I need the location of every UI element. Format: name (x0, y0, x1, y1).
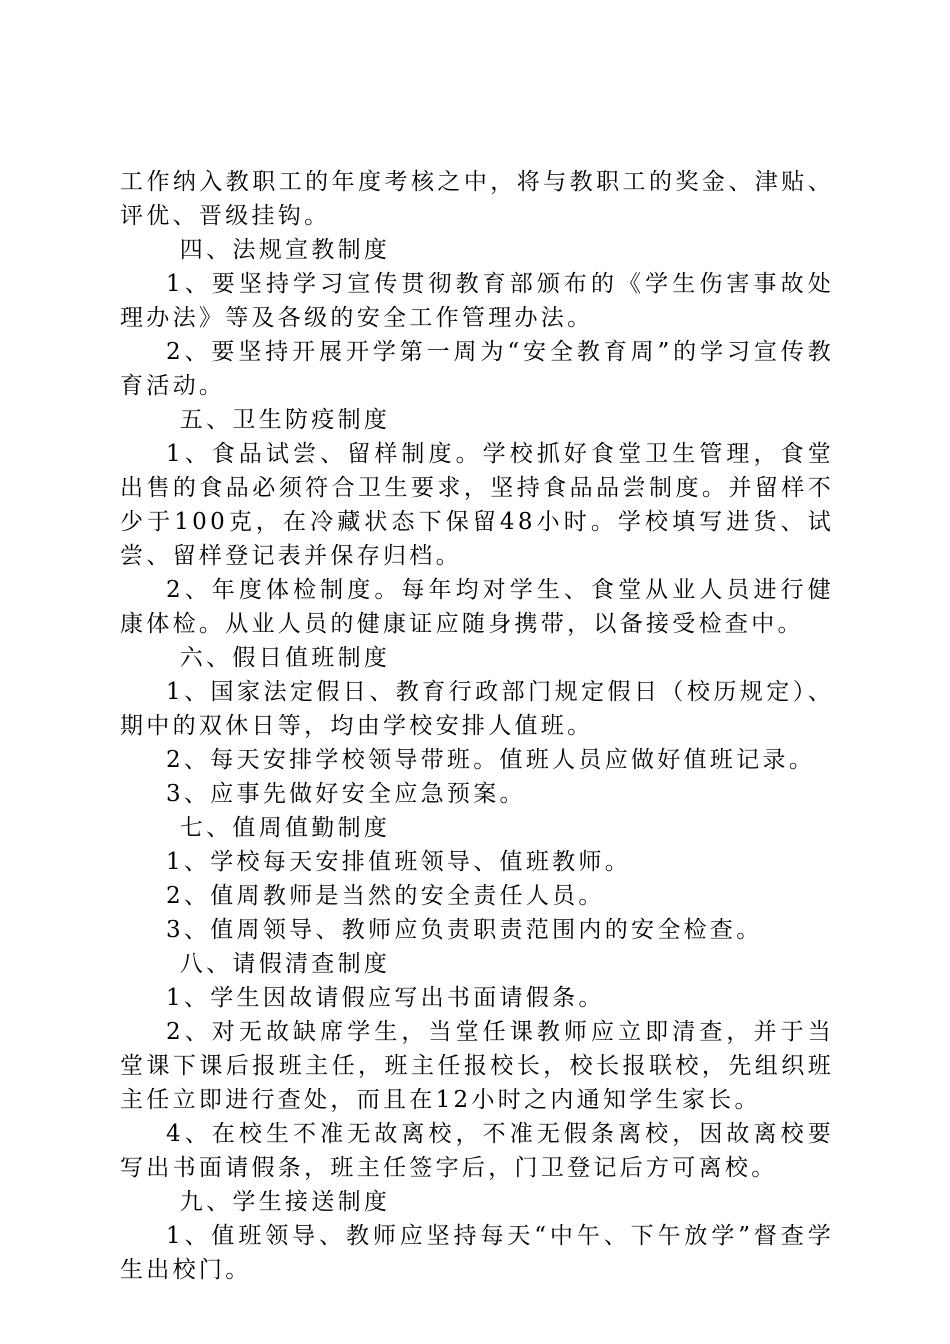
list-item: 2、要坚持开展开学第一周为“安全教育周”的学习宣传教育活动。 (120, 339, 834, 399)
section-heading-8: 八、请假清查制度 (179, 951, 391, 977)
section-heading-7: 七、值周值勤制度 (179, 815, 391, 841)
list-item: 1、食品试尝、留样制度。学校抓好食堂卫生管理，食堂出售的食品必须符合卫生要求，坚持食品品尝制度。并留样不少于100克，在冷藏状态下保留48小时。学校填写进货、试尝、留样登记表并保存归档。 (120, 441, 834, 569)
list-item: 1、国家法定假日、教育行政部门规定假日（校历规定）、期中的双休日等，均由学校安排人值班。 (120, 679, 834, 739)
list-item: 2、年度体检制度。每年均对学生、食堂从业人员进行健康体检。从业人员的健康证应随身携带，以备接受检查中。 (120, 577, 834, 637)
body-paragraph: 工作纳入教职工的年度考核之中，将与教职工的奖金、津贴、评优、晋级挂钩。 (120, 169, 834, 229)
list-item: 1、值班领导、教师应坚持每天“中午、下午放学”督查学生出校门。 (120, 1223, 834, 1283)
list-item: 2、每天安排学校领导带班。值班人员应做好值班记录。 (166, 747, 816, 773)
section-heading-4: 四、法规宣教制度 (179, 237, 391, 263)
list-item: 1、学生因故请假应写出书面请假条。 (166, 985, 605, 1011)
section-heading-5: 五、卫生防疫制度 (179, 407, 391, 433)
list-item: 4、在校生不准无故离校，不准无假条离校，因故离校要写出书面请假条，班主任签字后，门卫登记后方可离校。 (120, 1121, 834, 1181)
list-item: 1、学校每天安排值班领导、值班教师。 (166, 849, 632, 875)
list-item: 2、值周教师是当然的安全责任人员。 (166, 883, 605, 909)
list-item: 2、对无故缺席学生，当堂任课教师应立即清查，并于当堂课下课后报班主任，班主任报校长，校长报联校，先组织班主任立即进行查处，而且在12小时之内通知学生家长。 (120, 1019, 834, 1113)
document-page (120, 165, 834, 1287)
list-item: 1、要坚持学习宣传贯彻教育部颁布的《学生伤害事故处理办法》等及各级的安全工作管理办法。 (120, 271, 834, 331)
section-heading-9: 九、学生接送制度 (179, 1189, 391, 1215)
list-item: 3、应事先做好安全应急预案。 (166, 781, 526, 807)
section-heading-6: 六、假日值班制度 (179, 645, 391, 671)
list-item: 3、值周领导、教师应负责职责范围内的安全检查。 (166, 917, 763, 943)
